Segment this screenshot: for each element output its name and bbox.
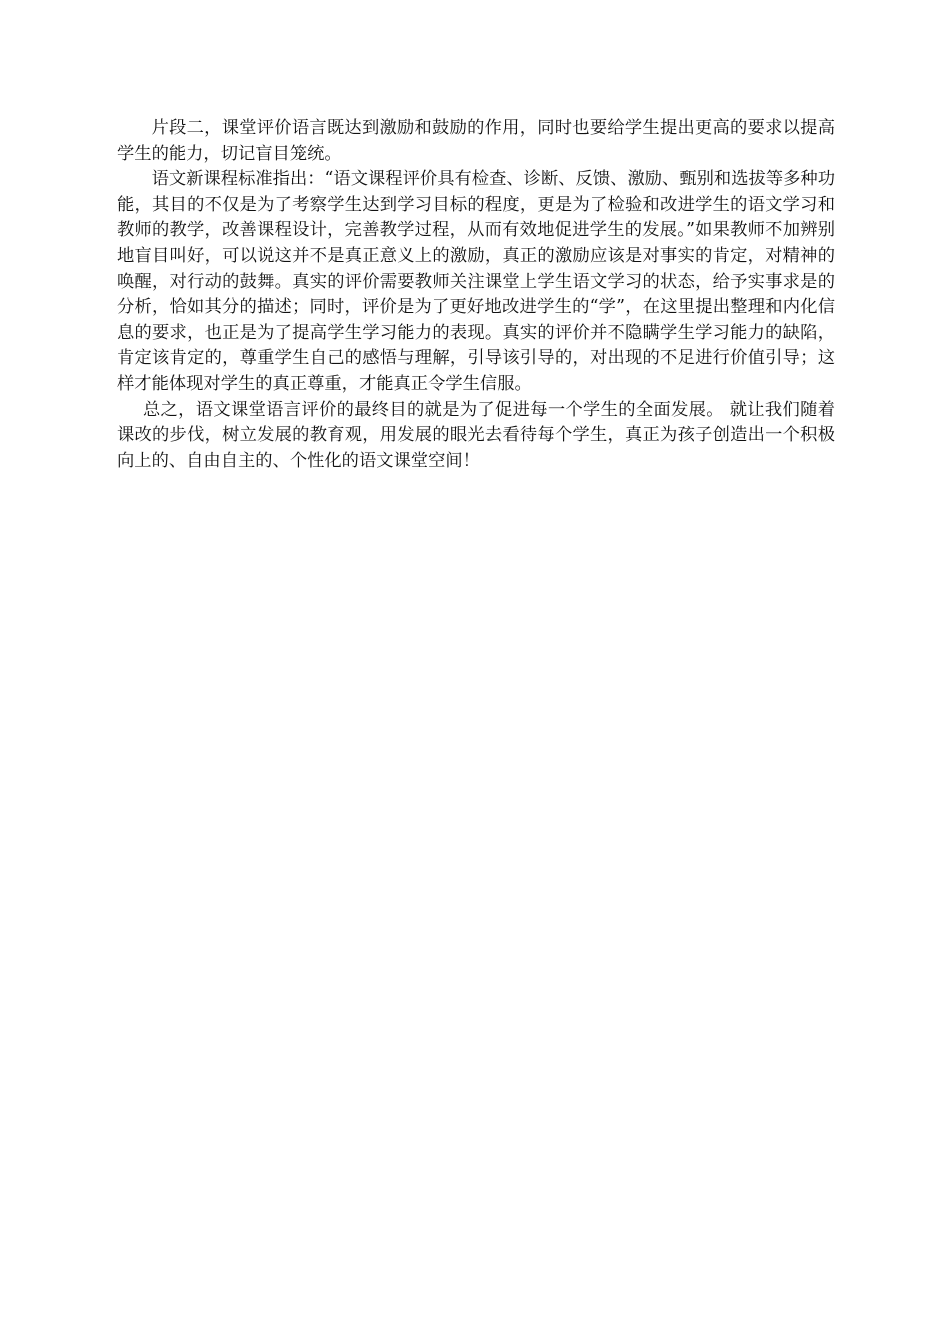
document-body xyxy=(117,116,835,474)
paragraph-fragment-two: 片段二，课堂评价语言既达到激励和鼓励的作用，同时也要给学生提出更高的要求以提高学生的能力，切记盲目笼统。 xyxy=(117,118,835,164)
paragraph-conclusion: 总之，语文课堂语言评价的最终目的就是为了促进每一个学生的全面发展。 就让我们随着课改的步伐，树立发展的教育观，用发展的眼光去看待每个学生，真正为孩子创造出一个积极向上的、自由自主的、个性化的语文课堂空间！ xyxy=(117,399,835,471)
paragraph-curriculum-standard: 语文新课程标准指出：“语文课程评价具有检查、诊断、反馈、激励、甄别和选拔等多种功能，其目的不仅是为了考察学生达到学习目标的程度，更是为了检验和改进学生的语文学习和教师的教学，改善课程设计，完善教学过程，从而有效地促进学生的发展。”如果教师不加辨别地盲目叫好，可以说这并不是真正意义上的激励，真正的激励应该是对事实的肯定，对精神的唤醒，对行动的鼓舞。真实的评价需要教师关注课堂上学生语文学习的状态，给予实事求是的分析，恰如其分的描述；同时，评价是为了更好地改进学生的“学”，在这里提出整理和内化信息的要求，也正是为了提高学生学习能力的表现。真实的评价并不隐瞒学生学习能力的缺陷，肯定该肯定的，尊重学生自己的感悟与理解，引导该引导的，对出现的不足进行价值引导；这样才能体现对学生的真正尊重，才能真正令学生信服。 xyxy=(117,169,835,394)
